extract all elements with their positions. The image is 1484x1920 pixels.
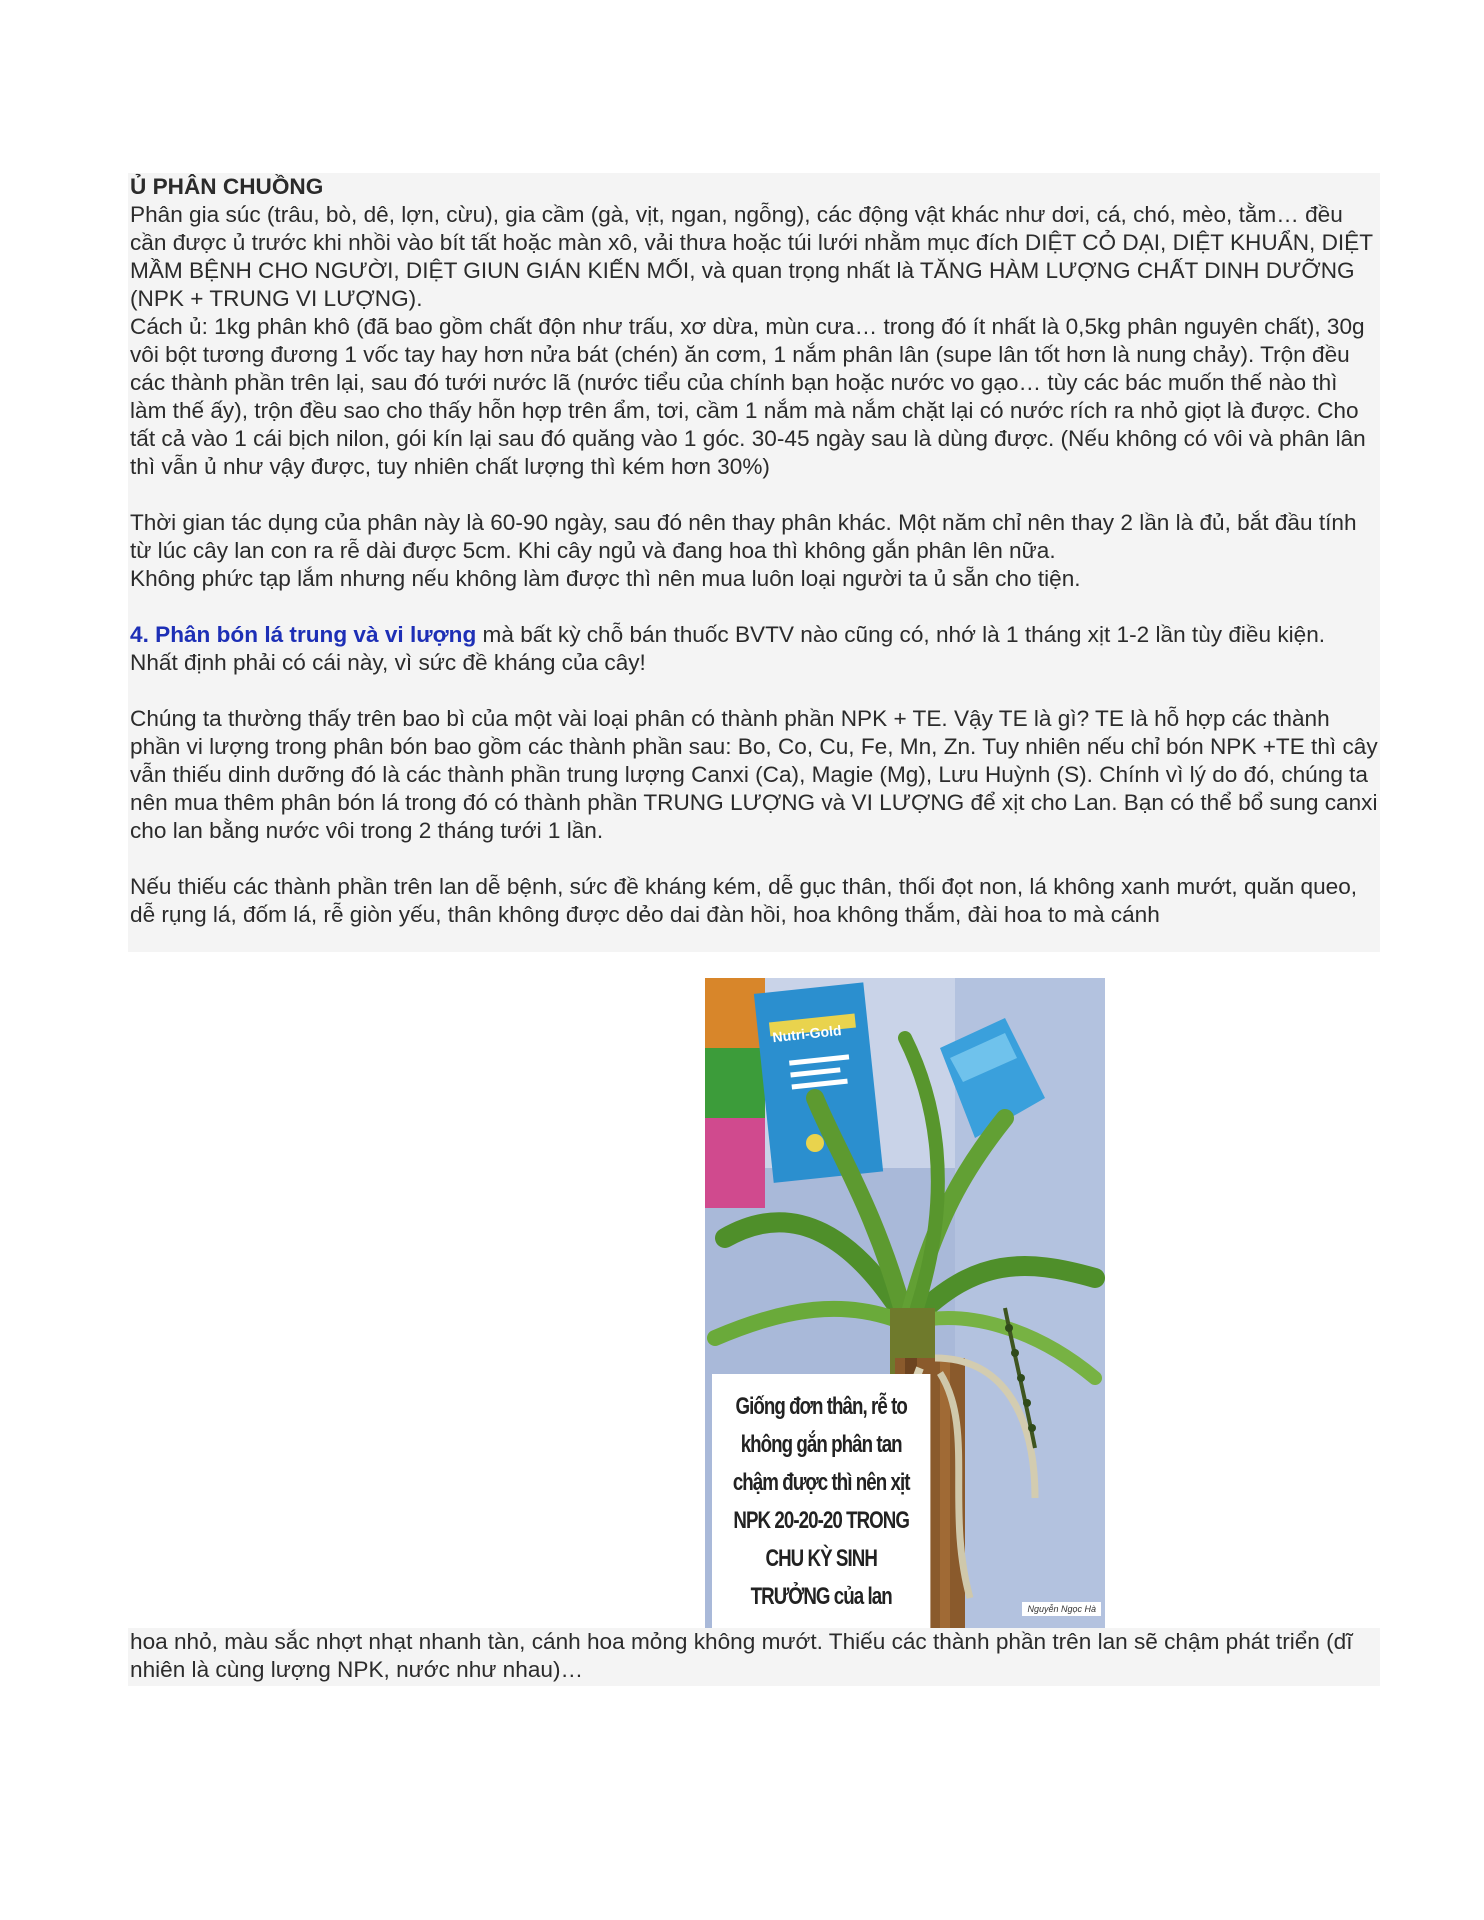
paragraph-composting-method: Cách ủ: 1kg phân khô (đã bao gồm chất độn như trấu, xơ dừa, mùn cưa… trong đó ít nhất là 0,5kg phân nguyên chất), 30g vôi bột tương đương 1 vốc tay hay hơn nửa bát (chén) ăn cơm, 1 nắm phân lân (supe lân tốt hơn là nung chảy). Trộn đều các thành phần trên lại, sau đó tưới nước lã (nước tiểu của chính bạn hoặc nước vo gạo… tùy các bác muốn thế nào thì làm thế ấy), trộn đều sao cho thấy hỗn hợp trên ẩm, tơi, cầm 1 nắm mà nắm chặt lại có nước rích ra nhỏ giọt là được. Cho tất cả vào 1 cái bịch nilon, gói kín lại sau đó quăng vào 1 góc. 30-45 ngày sau là dùng được. (Nếu không có vôi và phân lân thì vẫn ủ như vậy được, tuy nhiên chất lượng thì kém hơn 30%) bbox=[130, 314, 1366, 479]
spacer bbox=[130, 845, 1378, 873]
paragraph-deficiency-start: Nếu thiếu các thành phần trên lan dễ bệnh, sức đề kháng kém, dễ gục thân, thối đọt non, lá không xanh mướt, quăn queo, dễ rụng lá, đốm lá, rễ giòn yếu, thân không được dẻo dai đàn hồi, hoa không thắm, đài hoa to mà cánh bbox=[130, 874, 1358, 927]
section-4-heading: 4. Phân bón lá trung và vi lượng bbox=[130, 622, 477, 647]
caption-line: NPK 20-20-20 TRONG bbox=[733, 1507, 909, 1534]
package-label: Nutri-Gold bbox=[771, 1022, 843, 1046]
spacer bbox=[130, 481, 1378, 509]
photo-caption bbox=[712, 1374, 930, 1628]
caption-line: TRƯỞNG của lan bbox=[750, 1583, 892, 1610]
article-bottom-block bbox=[128, 1628, 1380, 1686]
spacer bbox=[130, 593, 1378, 621]
section-4-text: mà bất kỳ chỗ bán thuốc BVTV nào cũng có, nhớ là 1 tháng xịt 1-2 lần tùy điều kiện. Nhất định phải có cái này, vì sức đề kháng của cây! bbox=[130, 622, 1326, 675]
caption-line: CHU KỲ SINH bbox=[765, 1545, 877, 1572]
photo-watermark: Nguyễn Ngọc Hà bbox=[1022, 1602, 1101, 1616]
paragraph-foliar-fertilizer bbox=[130, 621, 1378, 677]
paragraph-te-explanation: Chúng ta thường thấy trên bao bì của một vài loại phân có thành phần NPK + TE. Vậy TE là gì? TE là hỗ hợp các thành phần vi lượng trong phân bón bao gồm các thành phần sau: Bo, Co, Cu, Fe, Mn, Zn. Tuy nhiên nếu chỉ bón NPK +TE thì cây vẫn thiếu dinh dưỡng đó là các thành phần trung lượng Canxi (Ca), Magie (Mg), Lưu Huỳnh (S). Chính vì lý do đó, chúng ta nên mua thêm phân bón lá trong đó có thành phần TRUNG LƯỢNG và VI LƯỢNG để xịt cho Lan. Bạn có thể bổ sung canxi cho lan bằng nước vôi trong 2 tháng tưới 1 lần. bbox=[130, 706, 1378, 843]
caption-line: Giống đơn thân, rễ to bbox=[735, 1393, 907, 1420]
caption-line: chậm được thì nên xịt bbox=[732, 1469, 910, 1496]
paragraph-manure-intro: Phân gia súc (trâu, bò, dê, lợn, cừu), gia cầm (gà, vịt, ngan, ngỗng), các động vật khác như dơi, cá, chó, mèo, tằm… đều cần được ủ trước khi nhồi vào bít tất hoặc màn xô, vải thưa hoặc túi lưới nhằm mục đích DIỆT CỎ DẠI, DIỆT KHUẨN, DIỆT MẦM BỆNH CHO NGƯỜI, DIỆT GIUN GIÁN KIẾN MỐI, và quan trọng nhất là TĂNG HÀM LƯỢNG CHẤT DINH DƯỠNG (NPK + TRUNG VI LƯỢNG). bbox=[130, 202, 1373, 311]
orchid-fertilizer-photo bbox=[705, 978, 1105, 1628]
spacer bbox=[130, 677, 1378, 705]
caption-line: không gắn phân tan bbox=[740, 1431, 902, 1458]
paragraph-duration: Thời gian tác dụng của phân này là 60-90 ngày, sau đó nên thay phân khác. Một năm chỉ nên thay 2 lần là đủ, bắt đầu tính từ lúc cây lan con ra rễ dài được 5cm. Khi cây ngủ và đang hoa thì không gắn phân lên nữa. bbox=[130, 510, 1357, 563]
paragraph-deficiency-end: hoa nhỏ, màu sắc nhợt nhạt nhanh tàn, cánh hoa mỏng không mướt. Thiếu các thành phần trên lan sẽ chậm phát triển (dĩ nhiên là cùng lượng NPK, nước như nhau)… bbox=[130, 1629, 1353, 1682]
section-heading: Ủ PHÂN CHUỒNG bbox=[130, 174, 324, 199]
paragraph-buy-ready-made: Không phức tạp lắm nhưng nếu không làm được thì nên mua luôn loại người ta ủ sẵn cho tiện. bbox=[130, 566, 1081, 591]
article-top-block bbox=[128, 173, 1380, 952]
